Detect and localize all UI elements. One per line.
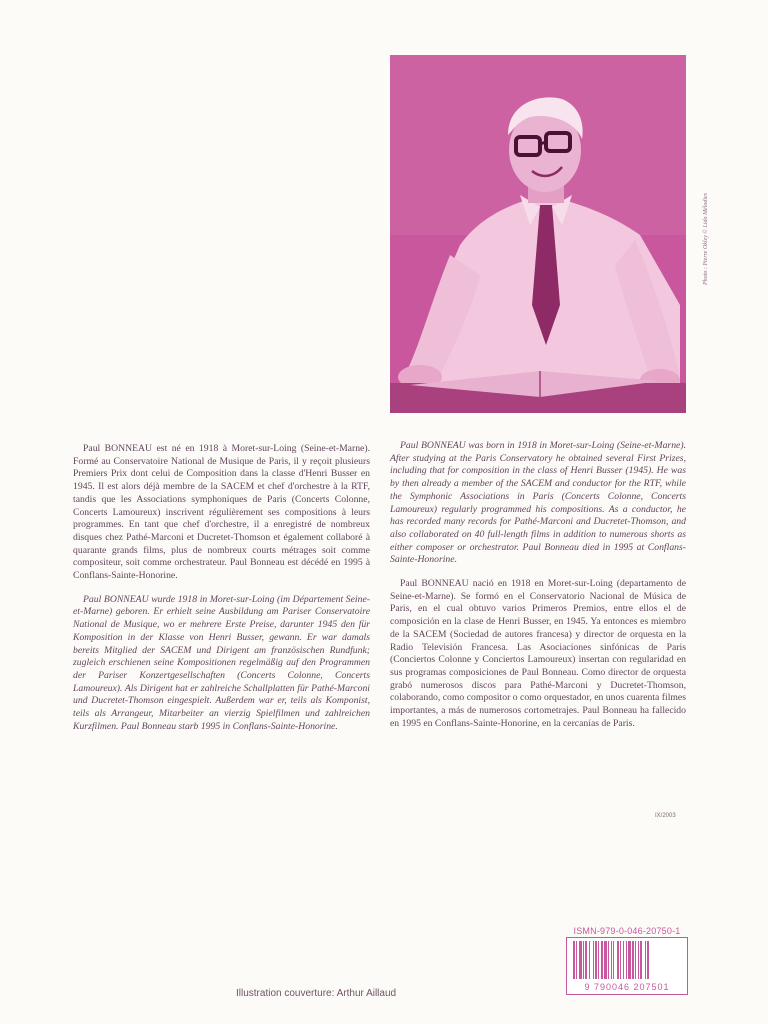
barcode-bar <box>611 941 612 979</box>
barcode-bar <box>585 941 587 979</box>
barcode-bar <box>598 941 599 979</box>
barcode-bar <box>579 941 582 979</box>
cover-illustration-credit: Illustration couverture: Arthur Aillaud <box>236 988 397 999</box>
barcode-bar <box>608 941 609 979</box>
barcode-bar <box>638 941 639 979</box>
edition-reference: IX/2003 <box>655 813 676 819</box>
barcode-bar <box>640 941 642 979</box>
barcode-bar <box>589 941 590 979</box>
barcode-bar <box>647 941 649 979</box>
barcode-bar <box>576 941 577 979</box>
right-column <box>390 440 686 741</box>
barcode-bar <box>632 941 634 979</box>
barcode-bars <box>567 938 687 982</box>
bio-german: Paul BONNEAU wurde 1918 in Moret-sur-Loing (im Département Seine-et-Marne) geboren. Er erhielt seine Ausbildung am Pariser Conservatoire National de Musique, wo er mehrere Erste Preise, darunter 1945 den für Komposition in der Klasse von Henri Busser, gewann. Er war damals bereits Mitglied der SACEM und Dirigent am französischen Rundfunk; zugleich erschienen seine Kompositionen regelmäßig auf den Programmen der Pariser Konzertgesellschaften (Concerts Colonne, Concerts Lamoureux). Als Dirigent hat er zahlreiche Schallplatten für Pathé-Marconi und Ducretet-Thomson eingespielt. Außerdem war er, teils als Komponist, teils als Arrangeur, Mitarbeiter an vierzig Spielfilmen und zahlreichen Kurzfilmen. Paul Bonneau starb 1995 in Conflans-Sainte-Honorine. <box>73 593 370 732</box>
barcode-bar <box>628 941 631 979</box>
left-column <box>73 443 370 744</box>
bio-spanish: Paul BONNEAU nació en 1918 en Moret-sur-Loing (departamento de Seine-et-Marne). Se formó en el Conservatorio Nacional de Música de Paris, en el cual obtuvo varios Primeros Premios, entre ellos el de composición en la clase de Henri Busser, en 1945. Ya entonces es miembro de la SACEM (Sociedad de autores francesa) y director de orquesta en la Radio Televisión Francesa. Las Asociaciones sinfónicas de Paris (Conciertos Colonne y Conciertos Lamoureux) insertan con regularidad en sus programas composiciones de Paul Bonneau. Como director de orquesta grabó numerosos discos para Pathé-Marconi y Ducretet-Thomson, colaborando, como compositor o como orquestador, en unos cuarenta filmes importantes, a más de numerosos cortometrajes. Paul Bonneau ha fallecido en 1995 en Conflans-Sainte-Honorine, en la cercanías de Paris. <box>390 578 686 729</box>
barcode-bar <box>583 941 584 979</box>
barcode-bar <box>593 941 594 979</box>
barcode-bar <box>623 941 624 979</box>
bio-english: Paul BONNEAU was born in 1918 in Moret-sur-Loing (Seine-et-Marne). After studying at the Paris Conservatory he obtained several First Prizes, including that for composition in the class of Henri Busser (1945). He was by then already a member of the SACEM and conductor for the RTF, while the Symphonic Associations in Paris (Concerts Colonne, Concerts Lamoureux) regularly programmed his compositions. As a conductor, he has recorded many records for Pathé-Marconi and Ducretet-Thomson, and also collaborated on 40 full-length films in addition to numerous shorts as either composer or orchestrator. Paul Bonneau died in 1995 at Conflans-Sainte-Honorine. <box>390 440 686 566</box>
barcode-bar <box>604 941 607 979</box>
barcode-bar <box>617 941 619 979</box>
barcode-bar <box>645 941 646 979</box>
barcode-bar <box>620 941 621 979</box>
barcode-bar <box>635 941 636 979</box>
barcode-bar <box>595 941 597 979</box>
barcode-bar <box>601 941 603 979</box>
photo-credit: Photo : Pierre Okley © Lido Mélodies <box>703 193 709 285</box>
barcode-digits: 9 790046 207501 <box>584 982 670 992</box>
barcode-bar <box>613 941 614 979</box>
ismn-number: ISMN-979-0-046-20750-1 <box>573 926 681 936</box>
portrait-photo <box>390 55 686 413</box>
barcode-bar <box>573 941 575 979</box>
barcode-bar <box>626 941 627 979</box>
bio-french: Paul BONNEAU est né en 1918 à Moret-sur-Loing (Seine-et-Marne). Formé au Conservatoire National de Musique de Paris, il y reçoit plusieurs Premiers Prix dont celui de Composition dans la classe d'Henri Busser en 1945. Il est alors déjà membre de la SACEM et chef d'orchestre à la RTF, tandis que les Associations symphoniques de Paris (Concerts Colonne, Concerts Lamoureux) inscrivent régulièrement ses compositions à leurs programmes. En tant que chef d'orchestre, il a enregistré de nombreux disques chez Pathé-Marconi et Ducretet-Thomson et également collaboré à quarante grands films, plus de nombreux courts métrages soit comme compositeur, soit comme orchestrateur. Paul Bonneau est décédé en 1995 à Conflans-Sainte-Honorine. <box>73 443 370 582</box>
portrait-illustration <box>390 55 686 413</box>
